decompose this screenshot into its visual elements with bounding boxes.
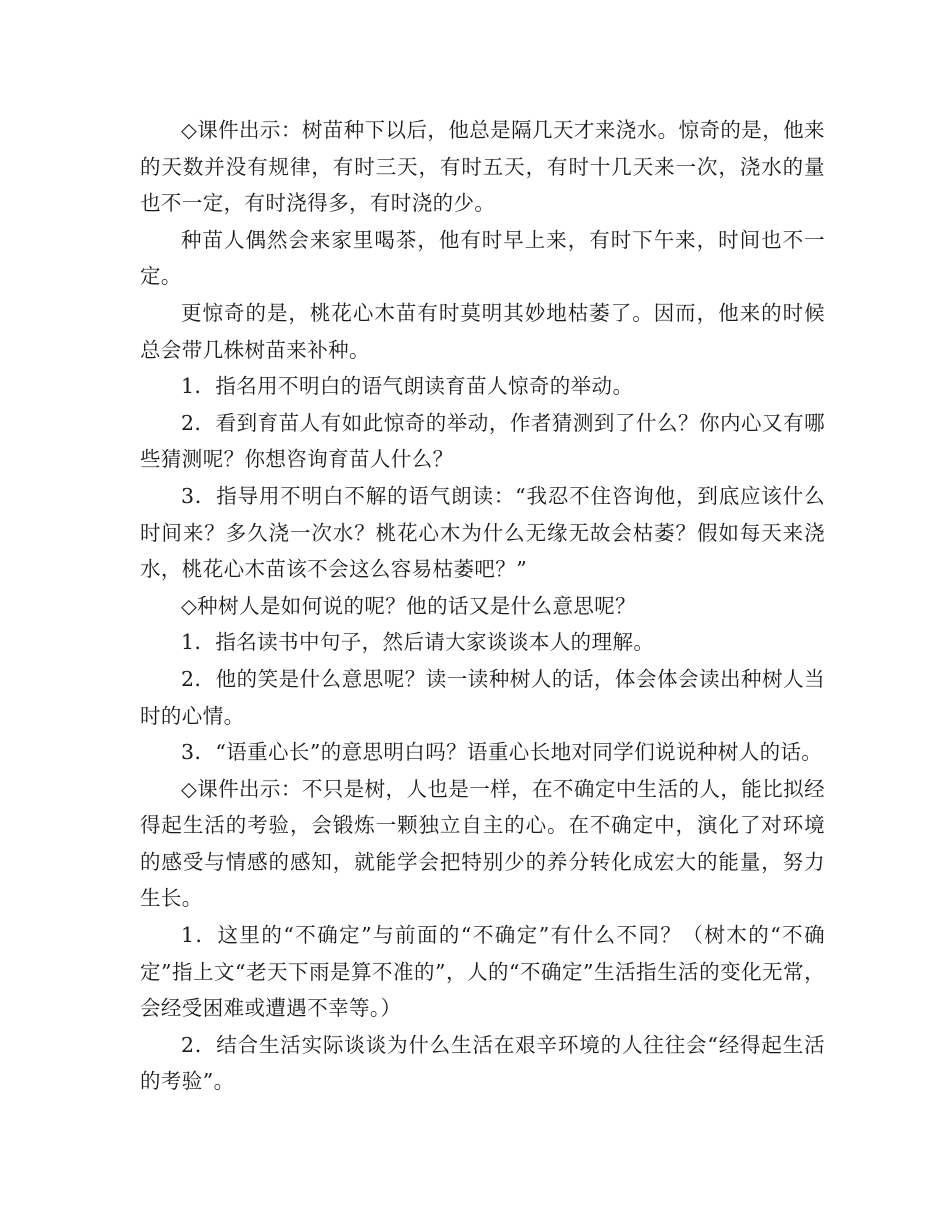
paragraph-step-3-earnest: 3．“语重心长”的意思明白吗？语重心长地对同学们说说种树人的话。 [181,740,823,765]
paragraph-step-3-quote: 3．指导用不明白不解的语气朗读：“我忍不住咨询他，到底应该什么时间来？多久浇一次水？桃花心木为什么无缘无故会枯萎？假如每天来浇水，桃花心木苗该不会这么容易枯萎吧？” [140,483,825,582]
paragraph-withering: 更惊奇的是，桃花心木苗有时莫明其妙地枯萎了。因而，他来的时候总会带几株树苗来补种。 [140,300,825,362]
paragraph-step-1-compare: 1．这里的“不确定”与前面的“不确定”有什么不同？（树木的“不确定”指上文“老天下雨是算不准的”，人的“不确定”生活指生活的变化无常，会经受困难或遭遇不幸等。） [140,923,825,1021]
paragraph-step-2-reflect: 2．结合生活实际谈谈为什么生活在艰辛环境的人往往会“经得起生活的考验”。 [140,1032,825,1094]
paragraph-step-1-read: 1．指名用不明白的语气朗读育苗人惊奇的举动。 [181,374,634,399]
paragraph-step-2-guess: 2．看到育苗人有如此惊奇的举动，作者猜测到了什么？你内心又有哪些猜测呢？你想咨询育苗人什么？ [140,410,825,472]
paragraph-step-1-discuss: 1．指名读书中句子，然后请大家谈谈本人的理解。 [181,630,655,655]
paragraph-step-2-smile: 2．他的笑是什么意思呢？读一读种树人的话，体会体会读出种树人当时的心情。 [140,666,825,728]
paragraph-tree-planter-question: ◇种树人是如何说的呢？他的话又是什么意思呢？ [181,593,637,618]
paragraph-courseware-watering: ◇课件出示：树苗种下以后，他总是隔几天才来浇水。惊奇的是，他来的天数并没有规律，有时三天，有时五天，有时十几天来一次，浇水的量也不一定，有时浇得多，有时浇的少。 [140,118,825,216]
paragraph-tea-visits: 种苗人偶然会来家里喝茶，他有时早上来，有时下午来，时间也不一定。 [140,227,825,289]
document-body [140,112,825,1100]
paragraph-courseware-uncertainty: ◇课件出示：不只是树，人也是一样，在不确定中生活的人，能比拟经得起生活的考验，会锻炼一颗独立自主的心。在不确定中，演化了对环境的感受与情感的感知，就能学会把特别少的养分转化成宏大的能量，努力生长。 [140,776,825,911]
